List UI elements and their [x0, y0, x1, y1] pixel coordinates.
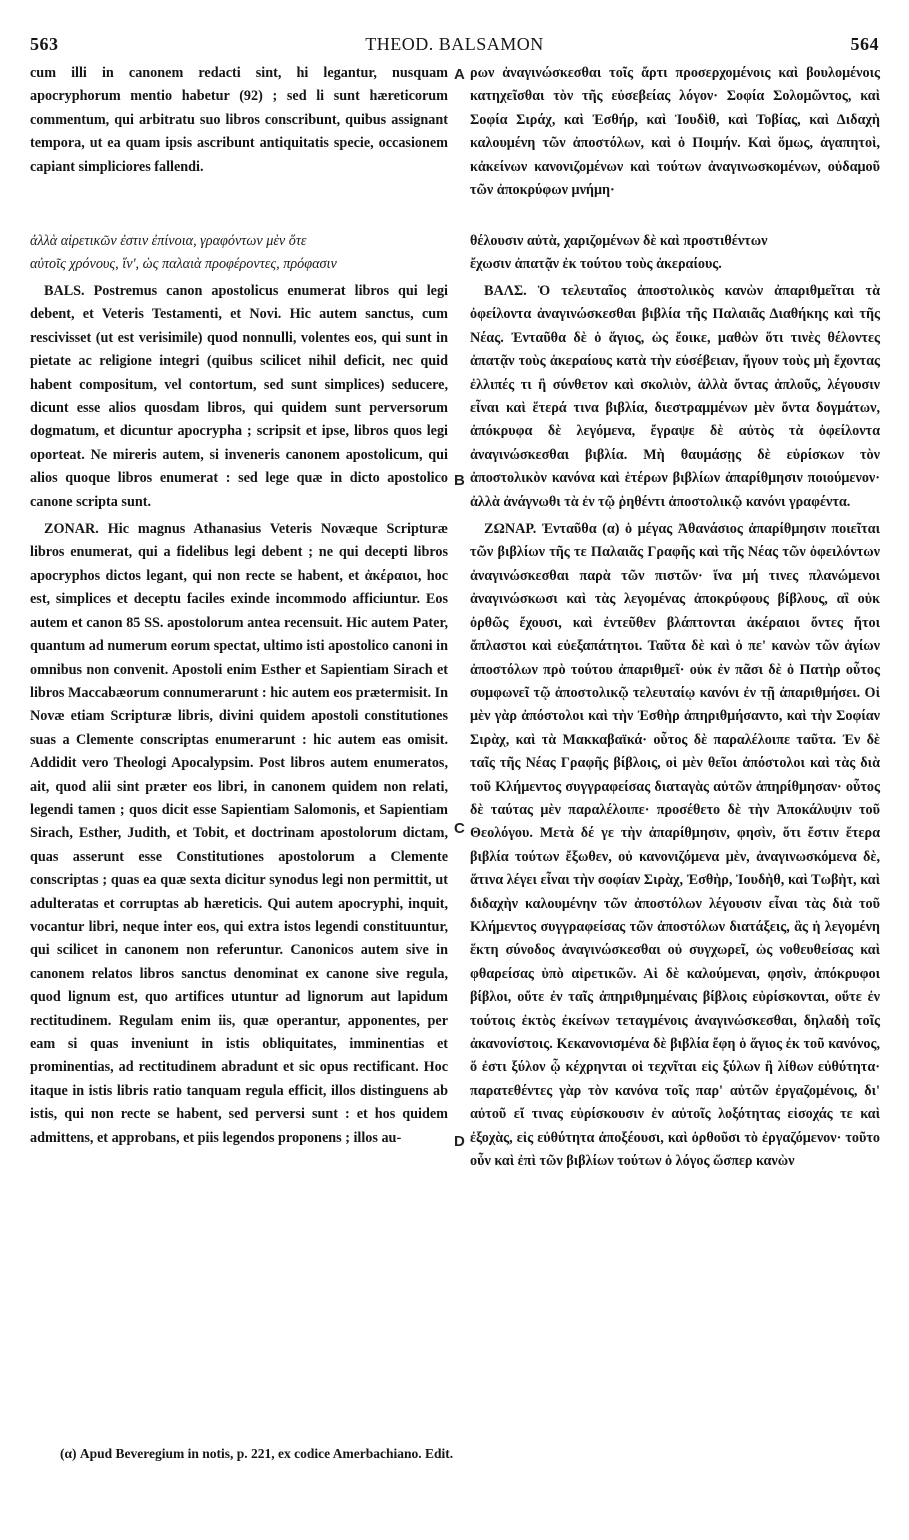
quote-line1-left: ἀλλὰ αἱρετικῶν ἐστιν ἐπίνοια, γραφόντων μὲν ὅτε — [30, 233, 307, 249]
latin-zonaras-commentary: ZONAR. Hic magnus Athanasius Veteris Novæque Scripturæ libros enumerat, qui a fidelibus legi debent ; ne qui decepti libros apocryphos dictos legant, qui non recte se habent, et ἀκέραιοι, hoc est, simplices et deceptu faciles exinde incommodo afficiuntur. Eos autem et canon 85 SS. apostolorum antea recensuit. Hic autem Pater, quantum ad numerum eorum spectat, ultimo isti apostolico canoni in omnibus non convenit. Apostoli enim Esther et Sapientiam Sirach et libros Maccabæorum connumerarunt : hic autem eos prætermisit. In Novæ etiam Scripturæ libris, divini quidem apostoli constitutiones suas a Clemente conscriptas enumerarunt : hic autem eas omisit. Addidit vero Theologi Apocalypsim. Post libros autem enumeratos, ait, quod alii sint præter eos libri, in canonem quidem non relati, legendi tamen ; quos dicit esse Sapientiam Salomonis, et Sapientiam Sirach, Esther, Judith, et Tobit, et doctrinam apostolorum dictam, quas asserunt esse Constitutiones apostolorum a Clemente conscriptas ; quas ea quæ sexta dicitur synodus legi non permittit, ut adulteratas et corruptas ab hæreticis. Qui autem apocryphi, inquit, vocantur libri, neque inter eos, qui extra istos legendi constituuntur, qui scilicet in canonem non referuntur. Canonicos autem sive in canonem relatos libros sanctus denominat ex canone sive regula, quod lignum est, quo artifices utuntur ad lignorum aut lapidum rectitudinem. Regulam enim iis, quæ operantur, apponentes, per eam si quas inveniunt in istis obliquitates, imminentias et prominentias, ad rectitudinem abradunt et sic opus rectificant. Hoc itaque in istis libris ratio tanquam regula efficit, illos distinguens ab istis, qui non recte se habent, sed perversi sunt : et hos quidem admittens, et approbans, et piis legendos proponens ; illos au- — [30, 521, 448, 1146]
latin-column-main — [30, 280, 448, 1154]
margin-marker-c: C — [454, 820, 465, 837]
margin-marker-d: D — [454, 1133, 465, 1150]
right-page-number: 564 — [850, 34, 879, 54]
margin-marker-b: B — [454, 472, 465, 489]
latin-balsamon-commentary: BALS. Postremus canon apostolicus enumerat libros qui legi debent, et Veteris Testamenti, et Novi. Hic autem sanctus, cum rescivisset (ut est verisimile) quod nonnulli, volentes eos, qui sunt in pietate ac religione integri (quibus scilicet nihil deficit, nec quid habent compositum, vel contortum, sed sunt simplices) seducere, dicunt esse alios quosdam libros, qui quidem sunt perversorum dogmatum, et dicuntur apocrypha ; scripsit et ipse, libros quos legi oporteat. Ne mireris autem, si inveneris canonem apostolicum, qui alios quoque libros enumerat : sed lege quæ in dicto apostolico canone scripta sunt. — [30, 283, 448, 510]
quote-line1-right: θέλουσιν αὐτὰ, χαριζομένων δὲ καὶ προστιθέντων — [470, 233, 768, 249]
greek-column-top — [470, 62, 880, 206]
running-title: THEOD. BALSAMON — [365, 34, 544, 54]
left-page-number: 563 — [30, 34, 59, 54]
greek-full-width-quote — [30, 230, 880, 276]
quote-line2-right: ἔχωσιν ἀπατᾷν ἐκ τούτου τοὺς ἀκεραίους. — [470, 256, 722, 273]
greek-column-main — [470, 280, 880, 1177]
footnote: (α) Apud Beveregium in notis, p. 221, ex codice Amerbachiano. Edit. — [60, 1446, 454, 1461]
greek-zonaras-commentary: ΖΩΝΑΡ. Ἐνταῦθα (α) ὁ μέγας Ἀθανάσιος ἀπαρίθμησιν ποιεῖται τῶν βιβλίων τῆς τε Παλαιᾶς Γραφῆς καὶ τῆς Νέας τῶν ὀφειλόντων ἀναγινώσκεσθαι παρὰ τῶν πιστῶν· ἵνα μή τινες πλανώμενοι ἀναγινώσκωσι καὶ τὰς λεγομένας ἀποκρύφους βίβλους, αἳ οὐκ ὀρθῶς ἔχουσι, καὶ ἐντεῦθεν βλάπτονται ἀκέραιοι ὄντες ἤτοι ἄπλαστοι καὶ εὐεξαπάτητοι. Ταῦτα δὲ καὶ ὁ πε' κανὼν τῶν ἁγίων ἀποστόλων πρὸ τούτου ἀπαριθμεῖ· οὐκ ἐν πᾶσι δὲ ὁ Πατὴρ οὗτος συμφωνεῖ τῷ ἀποστολικῷ τελευταίῳ κανόνι ἐν τῇ ἀπαριθμήσει. Οἱ μὲν γὰρ ἀπόστολοι καὶ τὴν Ἐσθὴρ ἀπηριθμήσαντο, καὶ τὴν Σοφίαν Σιρὰχ, καὶ τὰ Μακκαβαϊκά· οὗτος δὲ παραλέλοιπε ταῦτα. Ἐν δὲ ταῖς τῆς Νέας Γραφῆς βίβλοις, οἱ μὲν θεῖοι ἀπόστολοι καὶ τὰς διὰ τοῦ Κλήμεντος συγγραφείσας διαταγὰς αὐτῶν ἀπηρίθμησαν· οὗτος δὲ ταύτας μὲν παραλέλοιπε· προσέθετο δὲ τὴν Ἀποκάλυψιν τοῦ Θεολόγου. Μετὰ δέ γε τὴν ἀπαρίθμησιν, φησὶν, ὅτι ἔστιν ἕτερα βιβλία τούτων ἔξωθεν, οὐ κανονιζόμενα μὲν, ἀναγινωσκόμενα δὲ, ἅτινα λέγει εἶναι τὴν σοφίαν Σιρὰχ, Ἐσθὴρ, Ἰουδὴθ, καὶ Τωβὴτ, καὶ διδαχὴν καλουμένην τῶν ἀποστόλων λέγουσιν εἶναι τὰς διὰ τοῦ Κλήμεντος συγγραφείσας τῶν ἀποστόλων διατάξεις, ἃς ἡ λεγομένη ἕκτη σύνοδος ἀναγινώσκεσθαι οὐ συγχωρεῖ, ὡς νοθευθείσας καὶ φθαρείσας ὑπὸ αἱρετικῶν. Αἱ δὲ καλούμεναι, φησὶν, ἀπόκρυφοι βίβλοι, οὔτε ἐν ταῖς ἀπηριθμημέναις βίβλοις εὑρίσκονται, οὔτε ἐν τούτοις ἐκτὸς ἐκείνων τεταγμένοις ἀναγινώσκεσθαι, δηλαδὴ τοῖς ἀκανονίστοις. Κεκανονισμένα δὲ βιβλία ἔφη ὁ ἅγιος ἐκ τοῦ κανόνος, ὅ ἐστι ξύλον ᾧ κέχρηνται οἱ τεχνῖται εἰς ξύλων ἢ λίθων εὐθύτητα· παρατεθέντες γὰρ τὸν κανόνα τοῖς παρ' αὐτῶν ἐργαζομένοις, δι' αὐτοῦ εἴ τινας εὑρίσκουσιν ἐν αὐτοῖς λοξότητας εἰσοχάς τε καὶ ἐξοχὰς, εἰς εὐθύτητα ἀποξέουσι, καὶ ὀρθοῦσι τὸ ἐργαζόμενον· τοῦτο οὖν καὶ ἐπὶ τῶν βιβλίων τούτων ὁ λόγος ὥσπερ κανὼν — [470, 521, 880, 1170]
greek-balsamon-commentary: ΒΑΛΣ. Ὁ τελευταῖος ἀποστολικὸς κανὼν ἀπαριθμεῖται τὰ ὀφείλοντα ἀναγινώσκεσθαι βιβλία τῆς Παλαιᾶς Διαθήκης καὶ τῆς Νέας. Ἐνταῦθα δὲ ὁ ἅγιος, ὡς ἔοικε, μαθὼν ὅτι τινὲς θέλοντες ἀπατᾷν τοὺς ἀκεραίους κατὰ τὴν εὐσέβειαν, ἤγουν τοὺς μὴ ἔχοντας ἐλλιπές τι ἢ σύνθετον καὶ σκολιὸν, ἀλλὰ ὄντας ἁπλοῦς, λέγουσιν εἶναι καὶ ἕτερά τινα βιβλία, διεστραμμένων μὲν ὄντα δογμάτων, ἀπόκρυφα δὲ λεγόμενα, ἔγραψε δὲ αὐτὸς τὰ ὀφείλοντα ἀναγινώσκεσθαι βιβλία. Μὴ θαυμάσῃς δὲ εὑρίσκων τὸν ἀποστολικὸν κανόνα καὶ ἑτέρων βιβλίων ἀπαρίθμησιν ποιούμενον· ἀλλὰ ἀνάγνωθι τὰ ἐν τῷ ῥηθέντι ἀποστολικῷ κανόνι γραφέντα. — [470, 283, 880, 510]
page-header — [30, 34, 879, 64]
margin-marker-a: A — [454, 66, 465, 83]
greek-top-paragraph: ρων ἀναγινώσκεσθαι τοῖς ἄρτι προσερχομένοις καὶ βουλομένοις κατηχεῖσθαι τὸν τῆς εὐσεβείας λόγον· Σοφία Σολομῶντος, καὶ Σοφία Σιράχ, καὶ Ἐσθήρ, καὶ Ἰουδὶθ, καὶ Τοβίας, καὶ Διδαχὴ καλουμένη τῶν ἀποστόλων, καὶ ὁ Ποιμήν. Καὶ ὅμως, ἀγαπητοὶ, κἀκείνων κανονιζομένων καὶ τούτων ἀναγινωσκομένων, οὐδαμοῦ τῶν ἀποκρύφων μνήμη· — [470, 65, 880, 199]
quote-line2-left: αὐτοῖς χρόνους, ἵν', ὡς παλαιὰ προφέροντες, πρόφασιν — [30, 256, 337, 273]
latin-column-top — [30, 62, 448, 183]
latin-top-paragraph: cum illi in canonem redacti sint, hi legantur, nusquam apocryphorum mentio habetur (92) ; sed li sunt hæreticorum commentum, qui arbitratu suo libros conscribunt, quibus assignant tempora, ut ea quam ipsis ascribunt antiquitatis specie, occasionem capiant simpliciores fallendi. — [30, 65, 448, 175]
